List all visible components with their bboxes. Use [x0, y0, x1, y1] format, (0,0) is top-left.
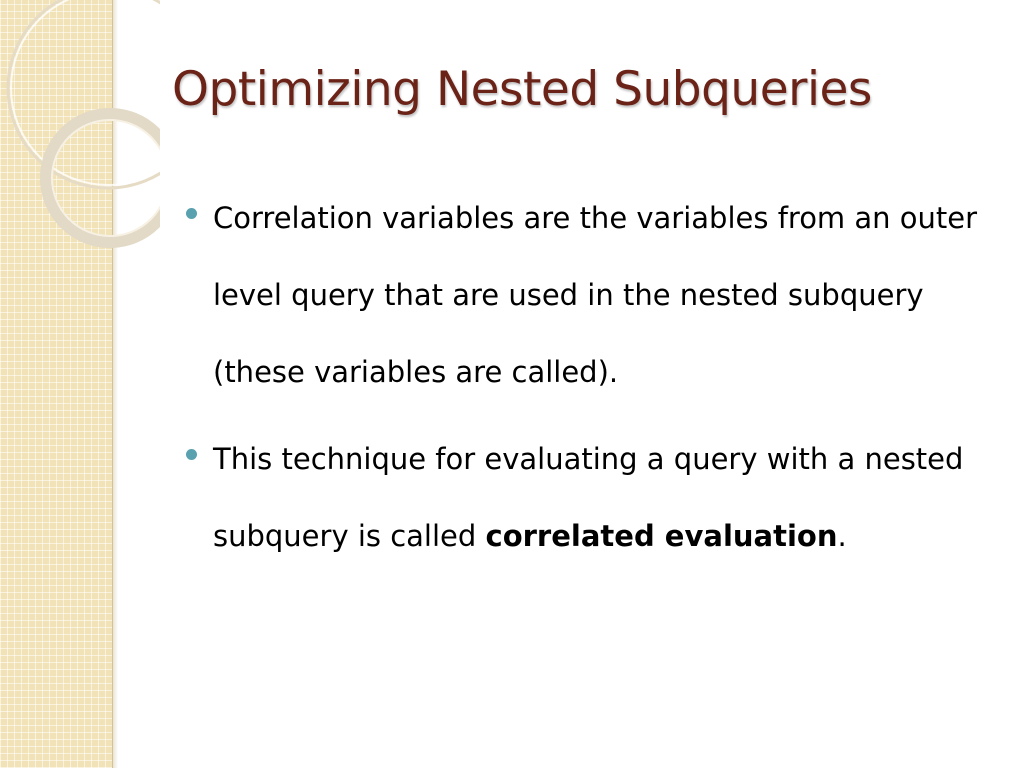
slide-title: Optimizing Nested Subqueries — [172, 62, 872, 117]
bullet-text-end: . — [837, 519, 847, 553]
bullet-marker-icon — [186, 449, 197, 460]
bullet-text: Correlation variables are the variables from an outer level query that are used in the nested subquery (these variables are called). — [213, 201, 978, 389]
bullet-item — [186, 421, 986, 575]
bullet-marker-icon — [186, 208, 197, 219]
bullet-bold-term: correlated evaluation — [485, 519, 838, 553]
side-band-shadow — [112, 0, 118, 768]
bullet-text: This technique for evaluating a query with a nested subquery is called — [213, 442, 964, 553]
bullet-list — [186, 180, 986, 585]
decorative-side-band — [0, 0, 113, 768]
bullet-item — [186, 180, 986, 411]
